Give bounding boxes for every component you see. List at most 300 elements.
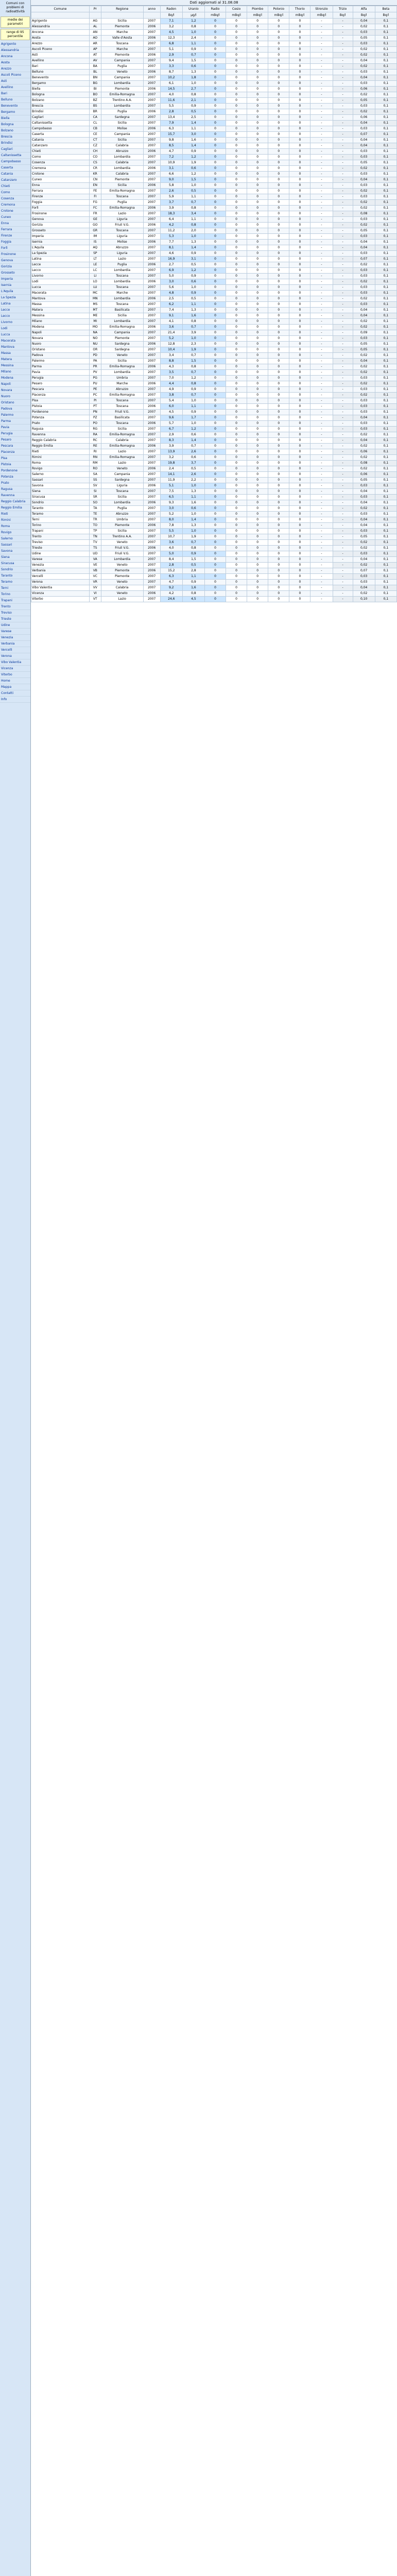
table-row[interactable] [31, 70, 397, 75]
cell-town[interactable]: Brindisi [31, 109, 90, 115]
cell-town[interactable]: Ferrara [31, 189, 90, 194]
cell-town[interactable]: Ragusa [31, 427, 90, 432]
cell-town[interactable]: Roma [31, 461, 90, 466]
cell-town[interactable]: Savona [31, 483, 90, 489]
table-row[interactable] [31, 376, 397, 381]
cell-town[interactable]: Varese [31, 557, 90, 563]
table-row[interactable] [31, 415, 397, 421]
sidebar-item[interactable]: Reggio Calabria [0, 499, 30, 505]
cell-town[interactable]: Isernia [31, 240, 90, 245]
cell-town[interactable]: Pistoia [31, 404, 90, 410]
cell-town[interactable]: Genova [31, 217, 90, 223]
table-row[interactable] [31, 489, 397, 495]
table-row[interactable] [31, 472, 397, 478]
table-row[interactable] [31, 228, 397, 234]
sidebar-item[interactable]: Sondrio [0, 567, 30, 573]
sidebar-item[interactable]: Sassari [0, 542, 30, 548]
cell-town[interactable]: Foggia [31, 200, 90, 206]
sidebar-item[interactable]: Aosta [0, 60, 30, 66]
sidebar-item[interactable]: Isernia [0, 282, 30, 289]
sidebar-item[interactable]: Bari [0, 91, 30, 97]
table-row[interactable] [31, 585, 397, 591]
cell-town[interactable]: Sondrio [31, 500, 90, 506]
cell-town[interactable]: Novara [31, 336, 90, 342]
cell-town[interactable]: Macerata [31, 291, 90, 296]
table-row[interactable] [31, 64, 397, 70]
sidebar-item[interactable]: Frosinone [0, 251, 30, 258]
sidebar-item[interactable]: Messina [0, 363, 30, 369]
cell-town[interactable]: Mantova [31, 296, 90, 302]
sidebar-nav-link[interactable]: Mappa [0, 684, 30, 690]
table-row[interactable] [31, 478, 397, 483]
table-row[interactable] [31, 461, 397, 466]
sidebar-item[interactable]: L'Aquila [0, 289, 30, 295]
cell-town[interactable]: Catanzaro [31, 143, 90, 149]
cell-town[interactable]: Trento [31, 534, 90, 540]
sidebar-item[interactable]: Bergamo [0, 109, 30, 115]
table-row[interactable] [31, 268, 397, 274]
sidebar-item[interactable]: Siracusa [0, 561, 30, 567]
sidebar-item[interactable]: Ferrara [0, 227, 30, 233]
sidebar-item[interactable]: Matera [0, 357, 30, 363]
sidebar-item[interactable]: Potenza [0, 474, 30, 480]
sidebar-item[interactable]: Ragusa [0, 486, 30, 493]
sidebar-item[interactable]: Padova [0, 406, 30, 412]
table-row[interactable] [31, 211, 397, 217]
cell-town[interactable]: Aosta [31, 36, 90, 41]
sidebar-item[interactable]: Rieti [0, 511, 30, 517]
cell-town[interactable]: Prato [31, 421, 90, 427]
cell-town[interactable]: Rieti [31, 449, 90, 455]
table-row[interactable] [31, 115, 397, 121]
table-row[interactable] [31, 506, 397, 512]
sidebar-item[interactable]: Catania [0, 171, 30, 177]
sidebar-item[interactable]: Varese [0, 629, 30, 635]
table-row[interactable] [31, 149, 397, 155]
cell-town[interactable]: Sassari [31, 478, 90, 483]
cell-town[interactable]: Salerno [31, 472, 90, 478]
table-row[interactable] [31, 143, 397, 149]
sidebar-item[interactable]: Verona [0, 653, 30, 659]
table-row[interactable] [31, 58, 397, 64]
table-row[interactable] [31, 512, 397, 517]
cell-town[interactable]: La Spezia [31, 251, 90, 257]
table-row[interactable] [31, 245, 397, 251]
cell-town[interactable]: Udine [31, 551, 90, 557]
sidebar-item[interactable]: Vicenza [0, 666, 30, 672]
cell-town[interactable]: Arezzo [31, 41, 90, 47]
table-row[interactable] [31, 257, 397, 262]
cell-town[interactable]: Bologna [31, 92, 90, 98]
table-row[interactable] [31, 109, 397, 115]
table-row[interactable] [31, 155, 397, 160]
table-row[interactable] [31, 262, 397, 268]
cell-town[interactable]: Cremona [31, 166, 90, 172]
cell-town[interactable]: Taranto [31, 506, 90, 512]
cell-town[interactable]: Grosseto [31, 228, 90, 234]
sidebar-item[interactable]: Rimini [0, 517, 30, 523]
sidebar-item[interactable]: Forlì [0, 245, 30, 251]
sidebar-item[interactable]: Campobasso [0, 159, 30, 165]
sidebar-item[interactable]: Ancona [0, 54, 30, 60]
table-row[interactable] [31, 274, 397, 279]
cell-town[interactable]: Catania [31, 138, 90, 143]
sidebar-item[interactable]: Pisa [0, 455, 30, 462]
cell-town[interactable]: Biella [31, 87, 90, 92]
table-row[interactable] [31, 359, 397, 364]
cell-town[interactable]: Ravenna [31, 432, 90, 438]
table-row[interactable] [31, 591, 397, 597]
cell-town[interactable]: Terni [31, 517, 90, 523]
table-row[interactable] [31, 313, 397, 319]
sidebar-item[interactable]: Brescia [0, 134, 30, 140]
sidebar-item[interactable]: Brindisi [0, 140, 30, 146]
table-row[interactable] [31, 296, 397, 302]
cell-town[interactable]: Reggio Emilia [31, 444, 90, 449]
sidebar-item[interactable]: Massa [0, 350, 30, 357]
cell-town[interactable]: Vicenza [31, 591, 90, 597]
sidebar-item[interactable]: Pordenone [0, 468, 30, 474]
cell-town[interactable]: Forlì [31, 206, 90, 211]
table-row[interactable] [31, 126, 397, 132]
sidebar-item[interactable]: Livorno [0, 319, 30, 326]
sidebar-item[interactable]: Trapani [0, 598, 30, 604]
sidebar-item[interactable]: Roma [0, 523, 30, 530]
table-row[interactable] [31, 330, 397, 336]
cell-town[interactable]: Perugia [31, 376, 90, 381]
table-row[interactable] [31, 183, 397, 189]
sidebar-item[interactable]: Firenze [0, 233, 30, 239]
sidebar-item[interactable]: Treviso [0, 610, 30, 616]
cell-town[interactable]: Rimini [31, 455, 90, 461]
table-row[interactable] [31, 251, 397, 257]
cell-town[interactable]: Nuoro [31, 342, 90, 347]
table-row[interactable] [31, 285, 397, 291]
sidebar-item[interactable]: La Spezia [0, 295, 30, 301]
cell-town[interactable]: Livorno [31, 274, 90, 279]
table-row[interactable] [31, 364, 397, 370]
table-row[interactable] [31, 534, 397, 540]
cell-town[interactable]: Bolzano [31, 98, 90, 104]
table-row[interactable] [31, 291, 397, 296]
cell-town[interactable]: Cosenza [31, 160, 90, 166]
table-row[interactable] [31, 517, 397, 523]
sidebar-item[interactable]: Salerno [0, 536, 30, 542]
sidebar-item[interactable]: Torino [0, 591, 30, 598]
table-row[interactable] [31, 444, 397, 449]
table-row[interactable] [31, 387, 397, 393]
sidebar-item[interactable]: Grosseto [0, 270, 30, 276]
sidebar-item[interactable]: Rovigo [0, 530, 30, 536]
sidebar-item[interactable]: Cremona [0, 202, 30, 208]
cell-town[interactable]: Lucca [31, 285, 90, 291]
cell-town[interactable]: Viterbo [31, 597, 90, 602]
sidebar-item[interactable]: Savona [0, 548, 30, 554]
cell-town[interactable]: Benevento [31, 75, 90, 81]
table-row[interactable] [31, 523, 397, 529]
sidebar-item[interactable]: Benevento [0, 103, 30, 109]
sidebar-item[interactable]: Modena [0, 375, 30, 381]
table-row[interactable] [31, 194, 397, 200]
sidebar-item[interactable]: Bolzano [0, 128, 30, 134]
sidebar-item[interactable]: Lecce [0, 307, 30, 313]
sidebar-item[interactable]: Arezzo [0, 66, 30, 72]
sidebar-item[interactable]: Avellino [0, 84, 30, 91]
table-row[interactable] [31, 557, 397, 563]
table-row[interactable] [31, 580, 397, 585]
sidebar-item[interactable]: Reggio Emilia [0, 505, 30, 511]
table-row[interactable] [31, 132, 397, 138]
cell-town[interactable]: Frosinone [31, 211, 90, 217]
table-row[interactable] [31, 217, 397, 223]
cell-town[interactable]: Milano [31, 319, 90, 325]
cell-town[interactable]: Campobasso [31, 126, 90, 132]
sidebar-item[interactable]: Vercelli [0, 647, 30, 653]
cell-town[interactable]: Bari [31, 64, 90, 70]
sidebar-item[interactable]: Ravenna [0, 493, 30, 499]
cell-town[interactable]: Teramo [31, 512, 90, 517]
sidebar-item[interactable]: Foggia [0, 239, 30, 245]
table-row[interactable] [31, 325, 397, 330]
sidebar-item[interactable]: Latina [0, 301, 30, 307]
cell-town[interactable]: Latina [31, 257, 90, 262]
cell-town[interactable]: Ancona [31, 30, 90, 36]
cell-town[interactable]: Firenze [31, 194, 90, 200]
table-row[interactable] [31, 240, 397, 245]
table-row[interactable] [31, 393, 397, 398]
sidebar-item[interactable]: Cagliari [0, 146, 30, 152]
cell-town[interactable]: Agrigento [31, 19, 90, 24]
sidebar-item[interactable]: Taranto [0, 573, 30, 579]
table-row[interactable] [31, 81, 397, 87]
table-row[interactable] [31, 75, 397, 81]
table-row[interactable] [31, 381, 397, 387]
table-row[interactable] [31, 189, 397, 194]
table-row[interactable] [31, 308, 397, 313]
cell-town[interactable]: Enna [31, 183, 90, 189]
sidebar-item[interactable]: Como [0, 190, 30, 196]
cell-town[interactable]: Messina [31, 313, 90, 319]
sidebar-item[interactable]: Caltanissetta [0, 152, 30, 159]
table-row[interactable] [31, 234, 397, 240]
cell-town[interactable]: Imperia [31, 234, 90, 240]
sidebar-item[interactable]: Gorizia [0, 264, 30, 270]
sidebar-item[interactable]: Verbania [0, 641, 30, 647]
sidebar-item[interactable]: Teramo [0, 579, 30, 585]
sidebar-item[interactable]: Pavia [0, 425, 30, 431]
table-row[interactable] [31, 574, 397, 580]
cell-town[interactable]: Crotone [31, 172, 90, 177]
cell-town[interactable]: Treviso [31, 540, 90, 546]
sidebar-item[interactable]: Lucca [0, 332, 30, 338]
sidebar-item[interactable]: Prato [0, 480, 30, 486]
cell-town[interactable]: Gorizia [31, 223, 90, 228]
sidebar-item[interactable]: Agrigento [0, 41, 30, 47]
cell-town[interactable]: Pavia [31, 370, 90, 376]
cell-town[interactable]: Avellino [31, 58, 90, 64]
table-row[interactable] [31, 410, 397, 415]
sidebar-item[interactable]: Siena [0, 554, 30, 561]
cell-town[interactable]: Pesaro [31, 381, 90, 387]
sidebar-item[interactable]: Pesaro [0, 437, 30, 443]
sidebar-item[interactable]: Cuneo [0, 214, 30, 221]
sidebar-item[interactable]: Lecco [0, 313, 30, 319]
table-row[interactable] [31, 546, 397, 551]
sidebar-item[interactable]: Oristano [0, 400, 30, 406]
table-row[interactable] [31, 206, 397, 211]
cell-town[interactable]: Parma [31, 364, 90, 370]
sidebar-item[interactable]: Catanzaro [0, 177, 30, 183]
table-row[interactable] [31, 336, 397, 342]
sidebar-item[interactable]: Enna [0, 221, 30, 227]
sidebar-item[interactable]: Trento [0, 604, 30, 610]
sidebar-item[interactable]: Milano [0, 369, 30, 375]
table-row[interactable] [31, 568, 397, 574]
table-row[interactable] [31, 438, 397, 444]
cell-town[interactable]: Brescia [31, 104, 90, 109]
sidebar-nav-link[interactable]: Home [0, 678, 30, 684]
table-row[interactable] [31, 540, 397, 546]
sidebar-item[interactable]: Biella [0, 115, 30, 122]
table-row[interactable] [31, 483, 397, 489]
table-row[interactable] [31, 529, 397, 534]
table-row[interactable] [31, 398, 397, 404]
cell-town[interactable]: Asti [31, 53, 90, 58]
table-row[interactable] [31, 36, 397, 41]
table-row[interactable] [31, 466, 397, 472]
table-row[interactable] [31, 342, 397, 347]
table-row[interactable] [31, 138, 397, 143]
table-row[interactable] [31, 449, 397, 455]
cell-town[interactable]: Alessandria [31, 24, 90, 30]
table-row[interactable] [31, 551, 397, 557]
cell-town[interactable]: Reggio Calabria [31, 438, 90, 444]
table-row[interactable] [31, 421, 397, 427]
table-row[interactable] [31, 121, 397, 126]
sidebar-item[interactable]: Terni [0, 585, 30, 591]
sidebar-nav-link[interactable]: Contatti [0, 690, 30, 697]
cell-town[interactable]: Oristano [31, 347, 90, 353]
table-row[interactable] [31, 47, 397, 53]
cell-town[interactable]: Matera [31, 308, 90, 313]
table-row[interactable] [31, 432, 397, 438]
sidebar-item[interactable]: Napoli [0, 381, 30, 387]
sidebar-item[interactable]: Venezia [0, 635, 30, 641]
table-row[interactable] [31, 92, 397, 98]
table-row[interactable] [31, 347, 397, 353]
sidebar-item[interactable]: Perugia [0, 431, 30, 437]
cell-town[interactable]: Palermo [31, 359, 90, 364]
cell-town[interactable]: Bergamo [31, 81, 90, 87]
sidebar-item[interactable]: Chieti [0, 183, 30, 190]
table-row[interactable] [31, 19, 397, 24]
cell-town[interactable]: Siracusa [31, 495, 90, 500]
table-row[interactable] [31, 353, 397, 359]
table-row[interactable] [31, 24, 397, 30]
cell-town[interactable]: Venezia [31, 563, 90, 568]
table-row[interactable] [31, 370, 397, 376]
table-row[interactable] [31, 98, 397, 104]
cell-town[interactable]: Modena [31, 325, 90, 330]
cell-town[interactable]: Trieste [31, 546, 90, 551]
table-row[interactable] [31, 200, 397, 206]
table-row[interactable] [31, 500, 397, 506]
sidebar-item[interactable]: Udine [0, 622, 30, 629]
cell-town[interactable]: Padova [31, 353, 90, 359]
cell-town[interactable]: Cagliari [31, 115, 90, 121]
table-row[interactable] [31, 455, 397, 461]
table-row[interactable] [31, 302, 397, 308]
table-row[interactable] [31, 53, 397, 58]
cell-town[interactable]: Potenza [31, 415, 90, 421]
table-row[interactable] [31, 495, 397, 500]
table-row[interactable] [31, 172, 397, 177]
table-row[interactable] [31, 319, 397, 325]
sidebar-item[interactable]: Ascoli Piceno [0, 72, 30, 78]
table-row[interactable] [31, 87, 397, 92]
sidebar-item[interactable]: Mantova [0, 344, 30, 350]
cell-town[interactable]: Lecce [31, 262, 90, 268]
sidebar-item[interactable]: Crotone [0, 208, 30, 214]
sidebar-nav-link[interactable]: Info [0, 697, 30, 703]
sidebar-item[interactable]: Alessandria [0, 47, 30, 54]
cell-town[interactable]: Cuneo [31, 177, 90, 183]
sidebar-item[interactable]: Bologna [0, 122, 30, 128]
table-row[interactable] [31, 404, 397, 410]
table-row[interactable] [31, 41, 397, 47]
table-row[interactable] [31, 104, 397, 109]
cell-town[interactable]: Vercelli [31, 574, 90, 580]
cell-town[interactable]: Pisa [31, 398, 90, 404]
cell-town[interactable]: Verona [31, 580, 90, 585]
cell-town[interactable]: Chieti [31, 149, 90, 155]
cell-town[interactable]: Vibo Valentia [31, 585, 90, 591]
sidebar-item[interactable]: Lodi [0, 326, 30, 332]
sidebar-item[interactable]: Macerata [0, 338, 30, 344]
sidebar-item[interactable]: Parma [0, 418, 30, 425]
cell-town[interactable]: Pescara [31, 387, 90, 393]
cell-town[interactable]: Lecco [31, 268, 90, 274]
sidebar-item[interactable]: Nuoro [0, 394, 30, 400]
sidebar-item[interactable]: Cosenza [0, 196, 30, 202]
cell-town[interactable]: Como [31, 155, 90, 160]
table-row[interactable] [31, 30, 397, 36]
table-row[interactable] [31, 177, 397, 183]
sidebar-item[interactable]: Caserta [0, 165, 30, 171]
sidebar-item[interactable]: Genova [0, 258, 30, 264]
table-row[interactable] [31, 166, 397, 172]
cell-town[interactable]: Rovigo [31, 466, 90, 472]
table-row[interactable] [31, 160, 397, 166]
cell-town[interactable]: Torino [31, 523, 90, 529]
cell-town[interactable]: Napoli [31, 330, 90, 336]
cell-town[interactable]: Trapani [31, 529, 90, 534]
sidebar-item[interactable]: Piacenza [0, 449, 30, 455]
cell-town[interactable]: Caserta [31, 132, 90, 138]
sidebar-item[interactable]: Imperia [0, 276, 30, 282]
table-row[interactable] [31, 223, 397, 228]
sidebar-item[interactable]: Belluno [0, 97, 30, 103]
cell-town[interactable]: L'Aquila [31, 245, 90, 251]
cell-town[interactable]: Ascoli Piceno [31, 47, 90, 53]
cell-town[interactable]: Piacenza [31, 393, 90, 398]
cell-town[interactable]: Caltanissetta [31, 121, 90, 126]
cell-town[interactable]: Lodi [31, 279, 90, 285]
sidebar-item[interactable]: Novara [0, 387, 30, 394]
sidebar-item[interactable]: Asti [0, 78, 30, 84]
cell-town[interactable]: Siena [31, 489, 90, 495]
table-row[interactable] [31, 597, 397, 602]
